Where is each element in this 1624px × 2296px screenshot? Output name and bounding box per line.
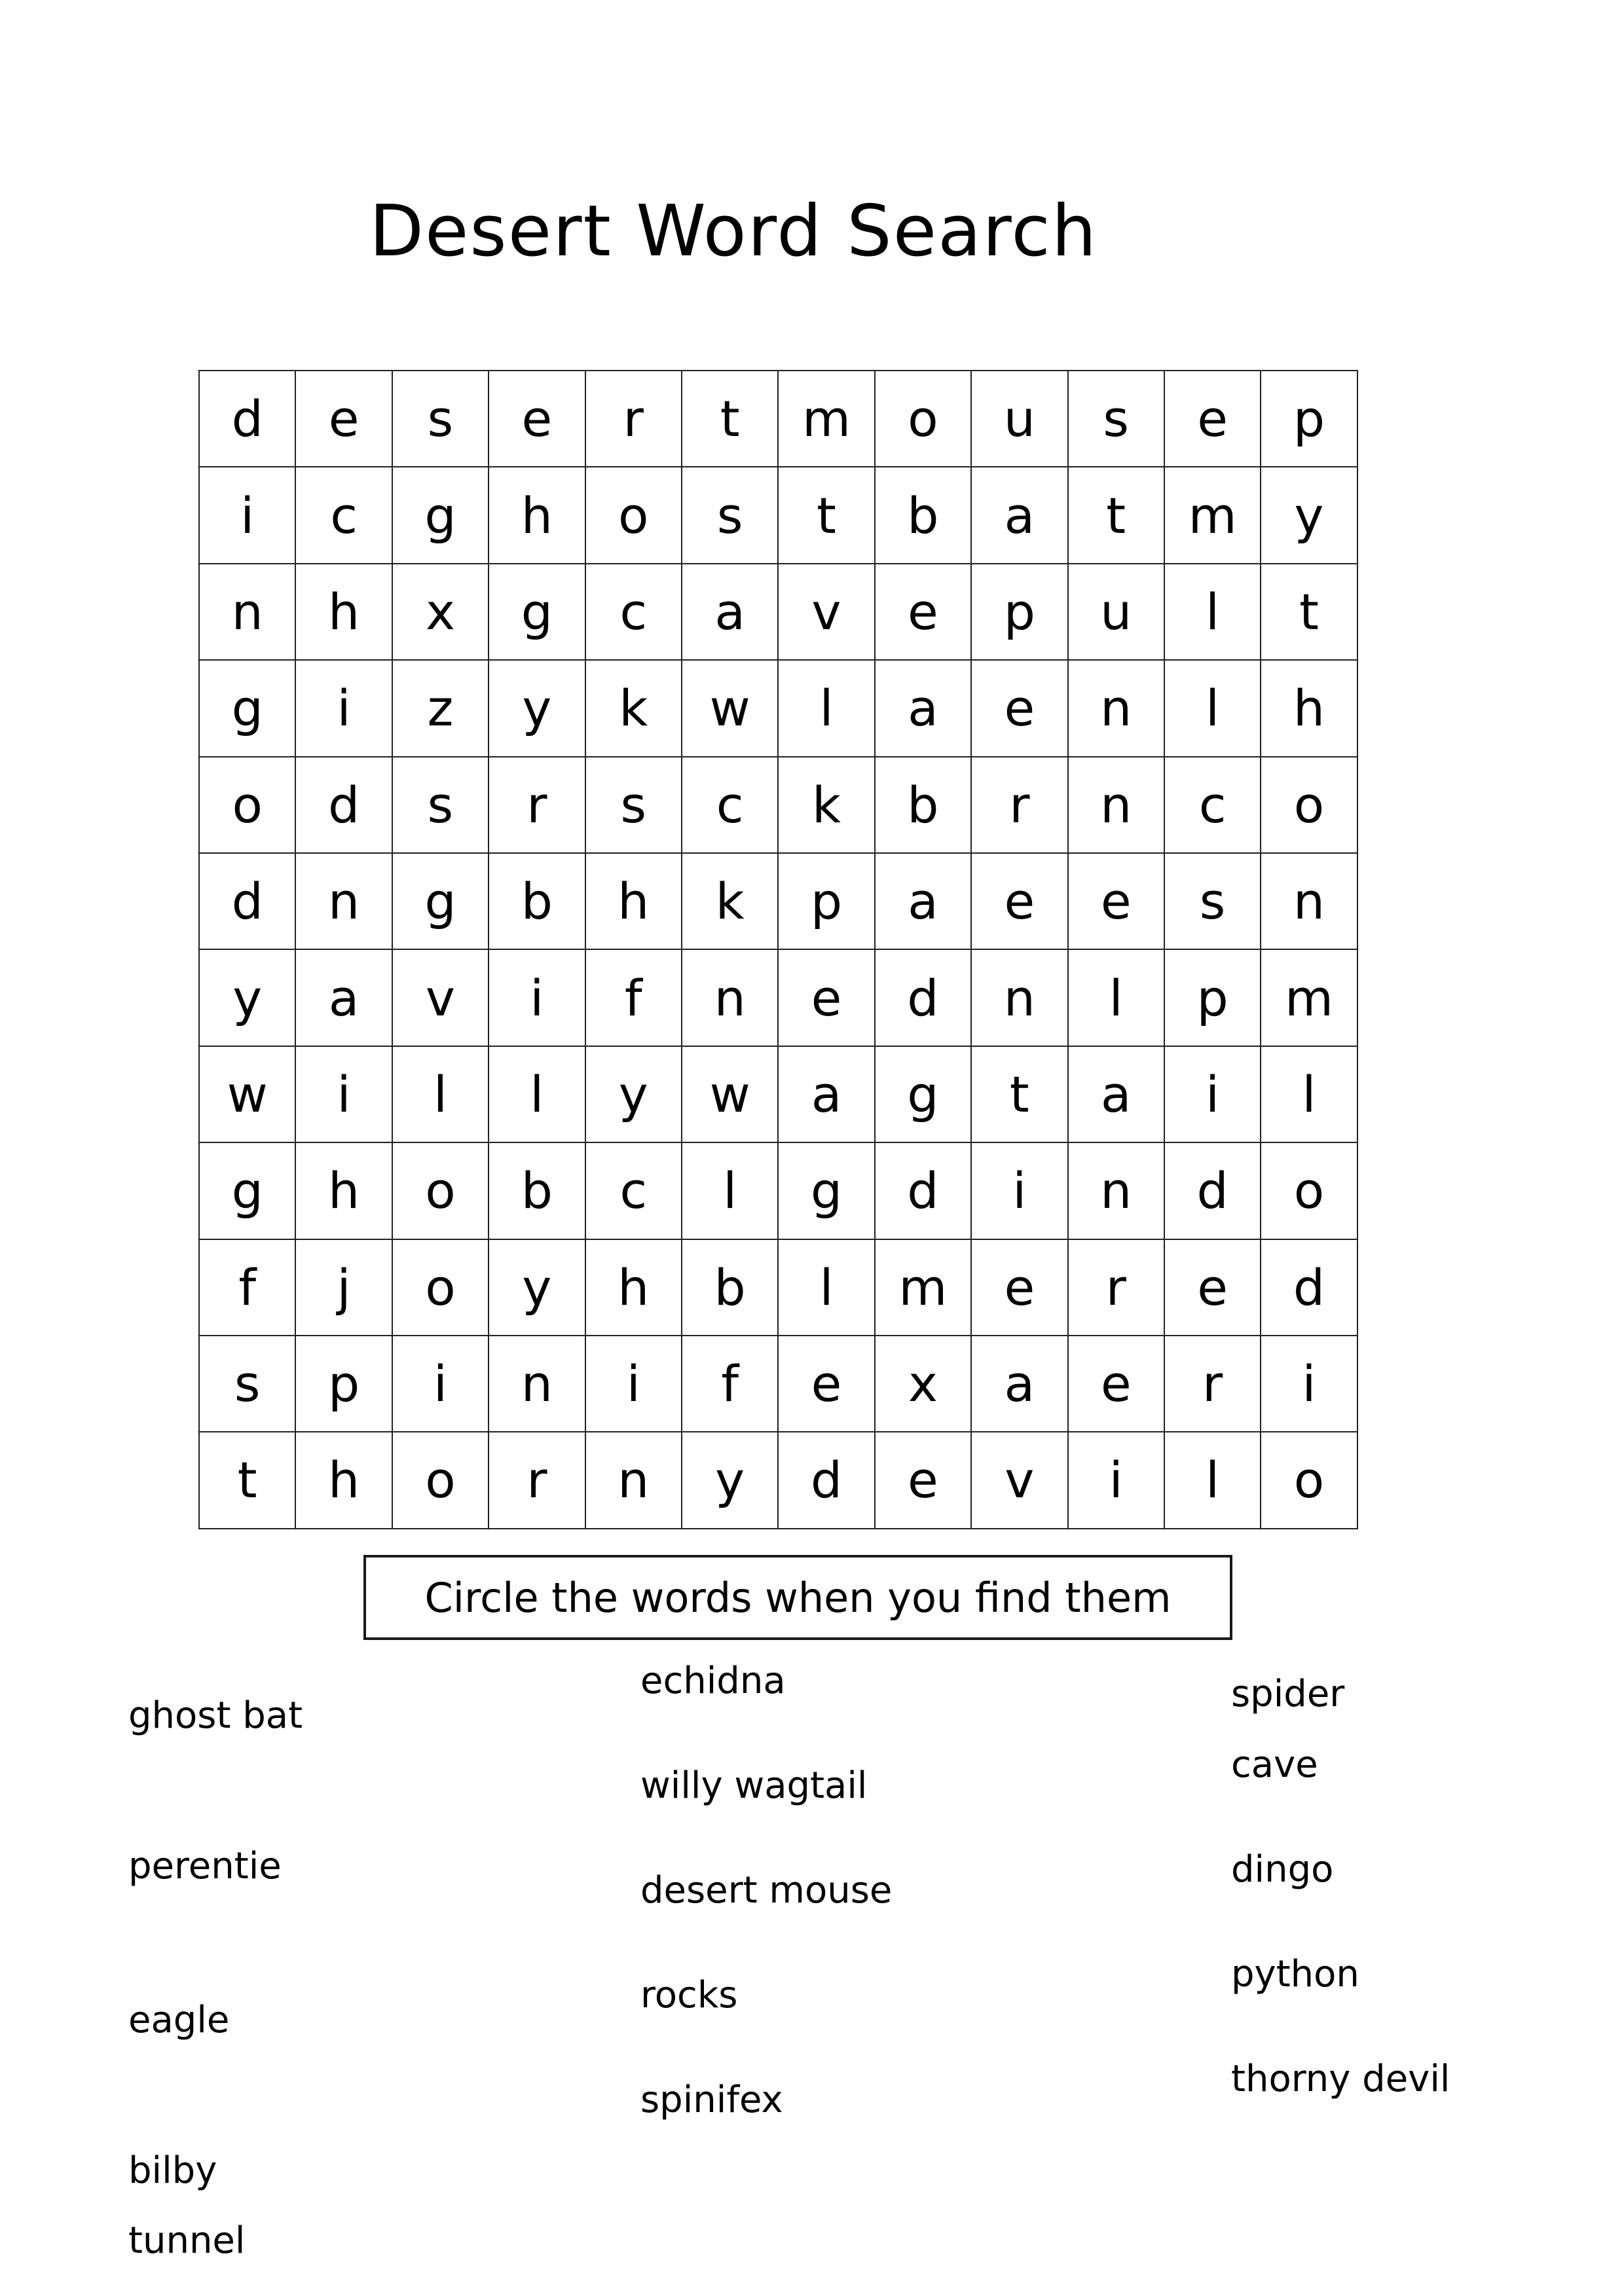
word-list-item[interactable]: bilby <box>128 2149 217 2192</box>
grid-cell[interactable]: b <box>682 1239 778 1336</box>
word-list-item[interactable]: desert mouse <box>640 1869 893 1912</box>
grid-cell[interactable]: r <box>585 371 682 467</box>
grid-cell[interactable]: d <box>875 949 971 1046</box>
word-list-item[interactable]: dingo <box>1231 1848 1334 1891</box>
grid-cell[interactable]: l <box>1068 949 1164 1046</box>
grid-row <box>199 757 1357 853</box>
grid-cell[interactable]: i <box>585 1336 682 1432</box>
grid-row <box>199 1432 1357 1528</box>
grid-cell[interactable]: u <box>1068 564 1164 660</box>
grid-cell[interactable]: b <box>875 467 971 563</box>
grid-cell[interactable]: e <box>1068 1336 1164 1432</box>
grid-cell[interactable]: d <box>1261 1239 1357 1336</box>
grid-cell[interactable]: d <box>875 1142 971 1239</box>
grid-cell[interactable]: e <box>295 371 392 467</box>
grid-cell[interactable]: n <box>682 949 778 1046</box>
grid-cell[interactable]: m <box>875 1239 971 1336</box>
grid-cell[interactable]: s <box>392 371 489 467</box>
grid-cell[interactable]: p <box>971 564 1067 660</box>
grid-cell[interactable]: l <box>778 660 874 756</box>
grid-cell[interactable]: t <box>1068 467 1164 563</box>
grid-row <box>199 564 1357 660</box>
grid-cell[interactable]: c <box>585 1142 682 1239</box>
grid-cell[interactable]: f <box>585 949 682 1046</box>
grid-cell[interactable]: h <box>585 1239 682 1336</box>
grid-cell[interactable]: p <box>1261 371 1357 467</box>
grid-cell[interactable]: n <box>1068 660 1164 756</box>
word-list-item[interactable]: ghost bat <box>128 1694 303 1737</box>
grid-cell[interactable]: n <box>295 853 392 949</box>
word-list-item[interactable]: echidna <box>640 1660 786 1702</box>
grid-row <box>199 1336 1357 1432</box>
grid-cell[interactable]: i <box>1164 1046 1261 1142</box>
grid-cell[interactable]: g <box>489 564 585 660</box>
grid-cell[interactable]: a <box>875 853 971 949</box>
grid-cell[interactable]: u <box>971 371 1067 467</box>
grid-cell[interactable]: o <box>1261 1142 1357 1239</box>
grid-cell[interactable]: x <box>392 564 489 660</box>
grid-cell[interactable]: m <box>1164 467 1261 563</box>
word-list-item[interactable]: perentie <box>128 1845 282 1887</box>
grid-cell[interactable]: p <box>1164 949 1261 1046</box>
grid-cell[interactable]: b <box>489 1142 585 1239</box>
grid-cell[interactable]: f <box>682 1336 778 1432</box>
grid-cell[interactable]: y <box>489 1239 585 1336</box>
grid-cell[interactable]: g <box>392 467 489 563</box>
grid-cell[interactable]: i <box>295 1046 392 1142</box>
word-list-item[interactable]: cave <box>1231 1743 1318 1786</box>
grid-cell[interactable]: m <box>1261 949 1357 1046</box>
grid-cell[interactable]: g <box>778 1142 874 1239</box>
grid-cell[interactable]: v <box>971 1432 1067 1528</box>
word-search-grid <box>198 370 1341 1512</box>
grid-row <box>199 853 1357 949</box>
grid-cell[interactable]: t <box>778 467 874 563</box>
grid-cell[interactable]: n <box>199 564 295 660</box>
grid-cell[interactable]: a <box>778 1046 874 1142</box>
grid-cell[interactable]: h <box>295 1432 392 1528</box>
grid-cell[interactable]: g <box>392 853 489 949</box>
grid-row <box>199 1239 1357 1336</box>
grid-cell[interactable]: y <box>199 949 295 1046</box>
grid-cell[interactable]: o <box>392 1142 489 1239</box>
grid-cell[interactable]: p <box>778 853 874 949</box>
grid-cell[interactable]: e <box>875 1432 971 1528</box>
grid-row <box>199 949 1357 1046</box>
grid-cell[interactable]: e <box>1164 1239 1261 1336</box>
grid-cell[interactable]: t <box>971 1046 1067 1142</box>
grid-cell[interactable]: l <box>489 1046 585 1142</box>
grid-row <box>199 1142 1357 1239</box>
grid-cell[interactable]: r <box>489 757 585 853</box>
grid-cell[interactable]: a <box>971 467 1067 563</box>
grid-cell[interactable]: a <box>875 660 971 756</box>
grid-cell[interactable]: k <box>778 757 874 853</box>
grid-cell[interactable]: h <box>585 853 682 949</box>
grid-cell[interactable]: l <box>1164 660 1261 756</box>
grid-cell[interactable]: t <box>682 371 778 467</box>
grid-cell[interactable]: p <box>295 1336 392 1432</box>
grid-cell[interactable]: d <box>295 757 392 853</box>
grid-row <box>199 371 1357 467</box>
grid-cell[interactable]: d <box>1164 1142 1261 1239</box>
grid-cell[interactable]: o <box>199 757 295 853</box>
grid-cell[interactable]: a <box>1068 1046 1164 1142</box>
grid-cell[interactable]: r <box>1164 1336 1261 1432</box>
grid-cell[interactable]: d <box>199 853 295 949</box>
grid-cell[interactable]: o <box>1261 1432 1357 1528</box>
grid-cell[interactable]: a <box>971 1336 1067 1432</box>
grid-cell[interactable]: l <box>1164 564 1261 660</box>
word-list-item[interactable]: spinifex <box>640 2079 783 2121</box>
word-list-item[interactable]: willy wagtail <box>640 1764 868 1807</box>
grid-cell[interactable]: i <box>392 1336 489 1432</box>
grid-cell[interactable]: i <box>1068 1432 1164 1528</box>
grid-cell[interactable]: n <box>585 1432 682 1528</box>
grid-cell[interactable]: e <box>971 853 1067 949</box>
grid-cell[interactable]: e <box>1164 371 1261 467</box>
grid-cell[interactable]: e <box>778 949 874 1046</box>
grid-cell[interactable]: k <box>585 660 682 756</box>
grid-cell[interactable]: n <box>489 1336 585 1432</box>
grid-cell[interactable]: g <box>199 660 295 756</box>
grid-cell[interactable]: l <box>392 1046 489 1142</box>
grid-cell[interactable]: r <box>1068 1239 1164 1336</box>
grid-cell[interactable]: n <box>971 949 1067 1046</box>
grid-cell[interactable]: d <box>778 1432 874 1528</box>
grid-cell[interactable]: h <box>1261 660 1357 756</box>
grid-cell[interactable]: c <box>682 757 778 853</box>
grid-cell[interactable]: c <box>585 564 682 660</box>
grid-cell[interactable]: s <box>1164 853 1261 949</box>
grid-cell[interactable]: x <box>875 1336 971 1432</box>
grid-cell[interactable]: i <box>199 467 295 563</box>
grid-cell[interactable]: y <box>489 660 585 756</box>
grid-cell[interactable]: g <box>199 1142 295 1239</box>
grid-cell[interactable]: j <box>295 1239 392 1336</box>
grid-row <box>199 467 1357 563</box>
grid-cell[interactable]: c <box>1164 757 1261 853</box>
grid-cell[interactable]: w <box>199 1046 295 1142</box>
grid-cell[interactable]: i <box>1261 1336 1357 1432</box>
grid-row <box>199 1046 1357 1142</box>
grid-cell[interactable]: l <box>1261 1046 1357 1142</box>
grid-cell[interactable]: r <box>971 757 1067 853</box>
grid-cell[interactable]: o <box>392 1432 489 1528</box>
grid-cell[interactable]: t <box>1261 564 1357 660</box>
grid-cell[interactable]: o <box>1261 757 1357 853</box>
grid-cell[interactable]: d <box>199 371 295 467</box>
instruction-box <box>363 1555 1232 1640</box>
grid-cell[interactable]: y <box>1261 467 1357 563</box>
grid-cell[interactable]: v <box>778 564 874 660</box>
grid-cell[interactable]: n <box>1068 757 1164 853</box>
grid-cell[interactable]: r <box>489 1432 585 1528</box>
grid-cell[interactable]: o <box>875 371 971 467</box>
grid-cell[interactable]: t <box>199 1432 295 1528</box>
grid-cell[interactable]: w <box>682 660 778 756</box>
instruction-text: Circle the words when you find them <box>424 1573 1172 1622</box>
grid-cell[interactable]: n <box>1261 853 1357 949</box>
grid-cell[interactable]: v <box>392 949 489 1046</box>
grid-cell[interactable]: e <box>778 1336 874 1432</box>
grid-cell[interactable]: e <box>875 564 971 660</box>
grid-cell[interactable]: e <box>971 660 1067 756</box>
grid-row <box>199 660 1357 756</box>
word-list-item[interactable]: spider <box>1231 1673 1345 1715</box>
grid-cell[interactable]: e <box>971 1239 1067 1336</box>
grid-cell[interactable]: i <box>295 660 392 756</box>
grid-cell[interactable]: e <box>1068 853 1164 949</box>
grid-cell[interactable]: h <box>295 564 392 660</box>
word-list-item[interactable]: tunnel <box>128 2219 246 2262</box>
grid-cell[interactable]: s <box>1068 371 1164 467</box>
grid-cell[interactable]: c <box>295 467 392 563</box>
grid-cell[interactable]: l <box>778 1239 874 1336</box>
grid-cell[interactable]: f <box>199 1239 295 1336</box>
grid-cell[interactable]: a <box>682 564 778 660</box>
grid-cell[interactable]: g <box>875 1046 971 1142</box>
grid-cell[interactable]: s <box>682 467 778 563</box>
grid-cell[interactable]: w <box>682 1046 778 1142</box>
grid-cell[interactable]: n <box>1068 1142 1164 1239</box>
grid-cell[interactable]: h <box>295 1142 392 1239</box>
grid-cell[interactable]: b <box>875 757 971 853</box>
grid-cell[interactable]: s <box>199 1336 295 1432</box>
grid-cell[interactable]: e <box>489 371 585 467</box>
grid-cell[interactable]: k <box>682 853 778 949</box>
grid-cell[interactable]: m <box>778 371 874 467</box>
grid-cell[interactable]: i <box>971 1142 1067 1239</box>
word-list-item[interactable]: rocks <box>640 1974 738 2016</box>
grid-cell[interactable]: z <box>392 660 489 756</box>
grid-cell[interactable]: i <box>489 949 585 1046</box>
word-list-item[interactable]: eagle <box>128 1999 230 2041</box>
grid-cell[interactable]: o <box>392 1239 489 1336</box>
page-title: Desert Word Search <box>369 191 1098 272</box>
grid-cell[interactable]: l <box>682 1142 778 1239</box>
grid-cell[interactable]: h <box>489 467 585 563</box>
word-list-item[interactable]: python <box>1231 1953 1359 1995</box>
grid-cell[interactable]: b <box>489 853 585 949</box>
grid-cell[interactable]: y <box>682 1432 778 1528</box>
grid-cell[interactable]: s <box>392 757 489 853</box>
grid-cell[interactable]: s <box>585 757 682 853</box>
grid-cell[interactable]: a <box>295 949 392 1046</box>
grid-cell[interactable]: o <box>585 467 682 563</box>
grid-cell[interactable]: l <box>1164 1432 1261 1528</box>
grid-cell[interactable]: y <box>585 1046 682 1142</box>
word-list-item[interactable]: thorny devil <box>1231 2058 1450 2100</box>
letter-grid-table <box>198 370 1358 1529</box>
